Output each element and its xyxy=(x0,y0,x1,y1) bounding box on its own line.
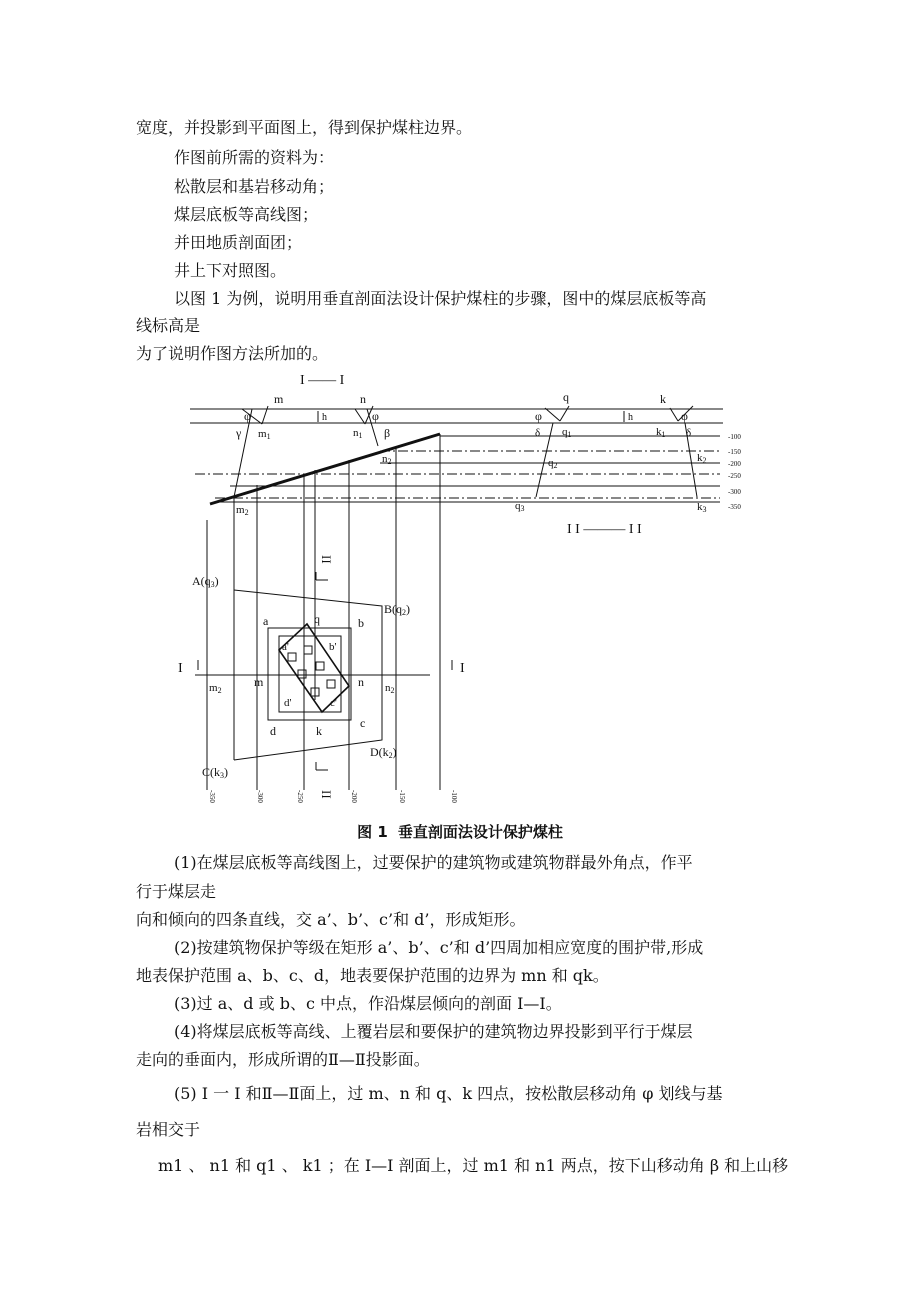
paragraph-line: 岩相交于 xyxy=(136,1120,201,1139)
point-n2: n2 xyxy=(382,453,392,466)
point-m-plan: m xyxy=(254,675,264,689)
angle-beta: β xyxy=(384,426,391,440)
angle-phi: φ xyxy=(681,409,688,423)
corner-d-prime: d' xyxy=(284,697,292,709)
corner-c-prime: c' xyxy=(330,697,337,709)
paragraph-line: m1 、 n1 和 q1 、 k1 ；在 I—I 剖面上，过 m1 和 n1 两点，按下山移动角 β 和上山移 xyxy=(158,1156,789,1175)
elevation-label: -350 xyxy=(728,503,741,511)
contour-label: -200 xyxy=(350,790,358,803)
point-k3: k3 xyxy=(697,501,707,514)
paragraph-line: (1)在煤层底板等高线图上，过要保护的建筑物或建筑物群最外角点，作平 xyxy=(174,853,693,872)
angle-delta: δ xyxy=(686,427,692,439)
corner-b-prime: b' xyxy=(329,641,337,653)
point-q3: q3 xyxy=(515,500,525,513)
paragraph-line: 煤层底板等高线图； xyxy=(174,205,319,224)
angle-gamma: γ xyxy=(236,426,242,440)
point-q1: q1 xyxy=(562,426,572,439)
h-label: h xyxy=(322,412,327,423)
paragraph-line: 以图 1 为例，说明用垂直剖面法设计保护煤柱的步骤，图中的煤层底板等高 xyxy=(174,289,707,308)
point-n-plan: n xyxy=(358,675,364,689)
paragraph-line: 向和倾向的四条直线，交 a’、b’、c’和 d’，形成矩形。 xyxy=(136,910,526,929)
section-marker-I: I xyxy=(178,661,183,676)
paragraph-line: 行于煤层走 xyxy=(136,882,217,901)
angle-phi: φ xyxy=(244,409,251,423)
section-II-label: I I ——— I I xyxy=(567,522,642,537)
point-k1: k1 xyxy=(656,426,666,439)
contour-label: -150 xyxy=(398,790,406,803)
section-marker-II: II xyxy=(319,555,334,564)
angle-delta: δ xyxy=(535,427,541,439)
figure-caption xyxy=(0,821,920,842)
section-marker-II: II xyxy=(319,790,334,799)
point-B: B(q2) xyxy=(384,602,410,617)
point-k: k xyxy=(660,392,666,406)
paragraph-line: 为了说明作图方法所加的。 xyxy=(136,344,329,363)
point-m: m xyxy=(274,392,284,406)
section-marker-I: I xyxy=(460,661,465,676)
corner-d: d xyxy=(270,724,276,738)
elevation-label: -150 xyxy=(728,448,741,456)
caption-title: 垂直剖面法设计保护煤柱 xyxy=(397,823,563,841)
corner-c: c xyxy=(360,716,366,730)
elevation-label: -100 xyxy=(728,433,741,441)
angle-phi: φ xyxy=(372,409,379,423)
point-C: C(k3) xyxy=(202,765,228,780)
point-m1: m1 xyxy=(258,428,271,441)
point-m2-plan: m2 xyxy=(209,682,222,695)
paragraph-line: 线标高是 xyxy=(136,316,201,335)
contour-label: -250 xyxy=(296,790,304,803)
point-k2: k2 xyxy=(697,452,707,465)
contour-label: -350 xyxy=(208,790,216,803)
paragraph-line: (2)按建筑物保护等级在矩形 a’、b’、c’和 d’四周加相应宽度的围护带,形成 xyxy=(174,938,704,957)
angle-phi: φ xyxy=(535,409,542,423)
paragraph-line: 地表保护范围 a、b、c、d，地表要保护范围的边界为 mn 和 qk。 xyxy=(136,966,609,985)
point-D: D(k2) xyxy=(370,745,397,760)
section-I-label: I —— I xyxy=(300,373,345,388)
paragraph-line: 宽度，并投影到平面图上，得到保护煤柱边界。 xyxy=(136,118,473,137)
corner-a: a xyxy=(263,614,269,628)
point-q2: q2 xyxy=(548,457,558,470)
elevation-label: -250 xyxy=(728,472,741,480)
paragraph-line: (4)将煤层底板等高线、上覆岩层和要保护的建筑物边界投影到平行于煤层 xyxy=(174,1022,693,1041)
paragraph-line: (3)过 a、d 或 b、c 中点，作沿煤层倾向的剖面 I—I。 xyxy=(174,994,562,1013)
paragraph-line: (5) I 一 I 和Ⅱ—Ⅱ面上，过 m、n 和 q、k 四点，按松散层移动角 φ 划线与基 xyxy=(174,1084,723,1103)
point-n: n xyxy=(360,392,366,406)
paragraph-line: 作图前所需的资料为： xyxy=(174,148,335,167)
paragraph-line: 井上下对照图。 xyxy=(174,261,287,280)
contour-label: -100 xyxy=(450,790,458,803)
point-q-plan: q xyxy=(314,612,320,626)
point-n2-plan: n2 xyxy=(385,682,395,695)
paragraph-line: 走向的垂面内，形成所谓的Ⅱ—Ⅱ投影面。 xyxy=(136,1050,430,1069)
point-k-plan: k xyxy=(316,724,322,738)
elevation-label: -200 xyxy=(728,460,741,468)
h-label: h xyxy=(628,412,633,423)
paragraph-line: 松散层和基岩移动角； xyxy=(174,177,335,196)
corner-b: b xyxy=(358,616,364,630)
corner-a-prime: a' xyxy=(282,641,289,653)
point-A: A(q3) xyxy=(192,574,219,589)
paragraph-line: 并田地质剖面团； xyxy=(174,233,303,252)
contour-label: -300 xyxy=(256,790,264,803)
point-q: q xyxy=(563,390,569,404)
elevation-label: -300 xyxy=(728,488,741,496)
point-n1: n1 xyxy=(353,427,363,440)
point-m2: m2 xyxy=(236,504,249,517)
caption-number: 图 1 xyxy=(357,823,388,841)
